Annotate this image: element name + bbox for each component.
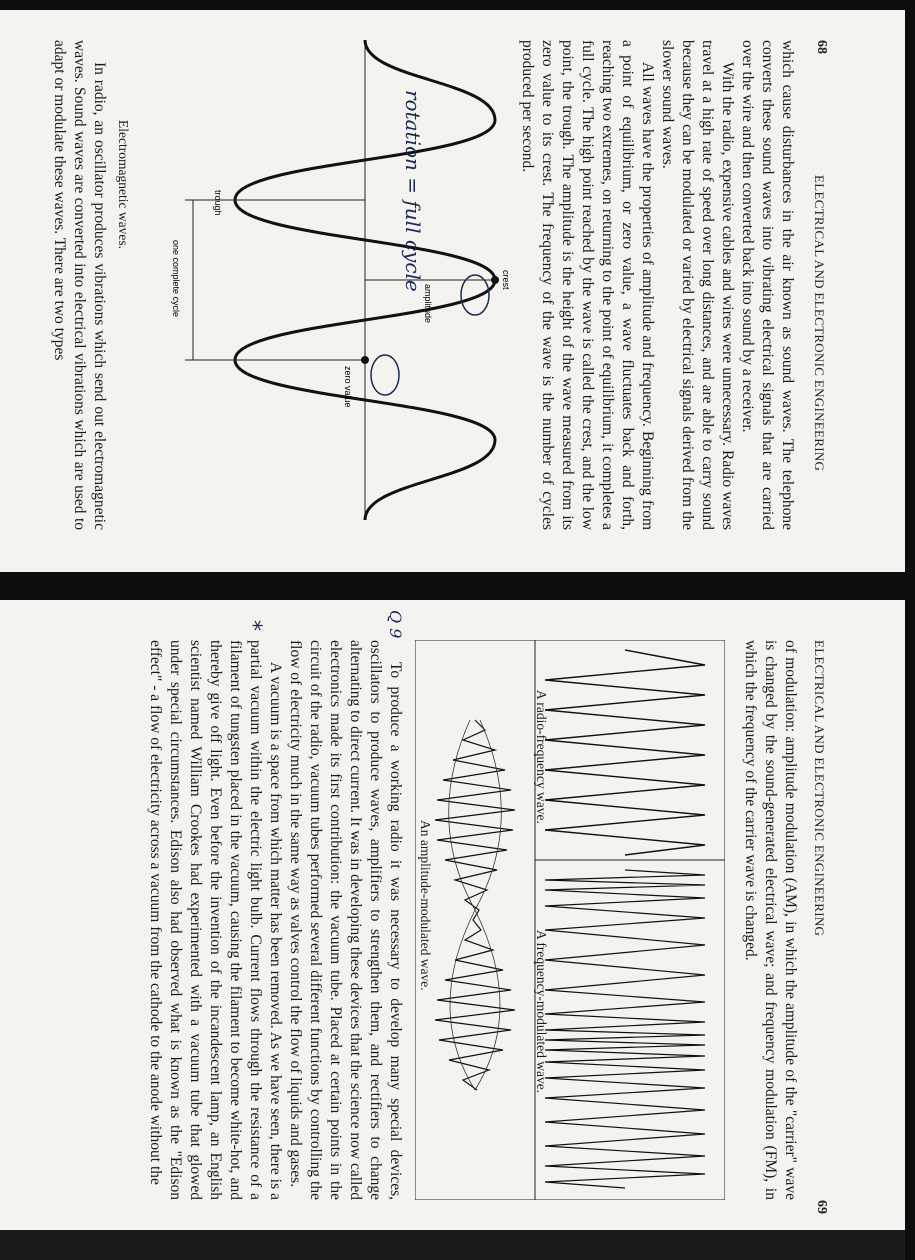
running-head: ELECTRICAL AND ELECTRONIC ENGINEERING (812, 175, 827, 472)
paragraph: which cause disturbances in the air known as sound waves. The telephone converts these sound waves into vibrating electrical signals that are carried over the wire and then converted back into sound by a receiver. (739, 40, 796, 530)
handwritten-question-number: Q 9 (386, 610, 405, 639)
crest-marker (491, 276, 499, 284)
page-68 (0, 0, 905, 572)
page-68-last-paragraph: In radio, an oscillator produces vibrations which send out electromagnetic waves. Sound waves are converted into electrical vibrations which are used to adapt or modulate these waves. There are two types (51, 40, 108, 530)
electromagnetic-wave-figure (145, 40, 515, 520)
running-head: ELECTRICAL AND ELECTRONIC ENGINEERING (812, 640, 827, 937)
amplitude-label: amplitude (423, 284, 433, 324)
page-number: 69 (814, 1200, 829, 1214)
page-edge-shadow (0, 0, 905, 10)
amplitude-modulated-wave (435, 720, 515, 1090)
page-69-rotated-content (0, 600, 905, 1260)
radio-frequency-wave (545, 650, 705, 855)
zero-value-label: zero value (343, 366, 353, 408)
zero-value-marker (361, 356, 369, 364)
modulation-wave-figure (415, 640, 725, 1200)
paragraph: With the radio, expensive cables and wires were unnecessary. Radio waves travel at a high rate of speed over long distances, and are able to carry sound because they can be modulated or varied by electrical signals derived from the slower sound waves. (659, 40, 736, 530)
page-bottom-shadow (0, 1230, 905, 1260)
caption-amplitude-modulated: An amplitude-modulated wave. (418, 820, 433, 991)
figure-caption: Electromagnetic waves. (116, 120, 131, 249)
zero-circle (371, 355, 399, 395)
page-69-body (145, 640, 405, 1200)
page-68-rotated-content (0, 0, 905, 572)
page-68-body (517, 40, 797, 530)
trough-label: trough (213, 190, 223, 216)
page-69-intro: of modulation: amplitude modulation (AM), in which the amplitude of the "carrier" wave is changed by the sound-generated electrical wave; and frequency modulation (FM), in which the frequency of the carrier wave is changed. (742, 640, 799, 1200)
crest-circle (461, 275, 489, 315)
cycle-label: one complete cycle (171, 240, 181, 318)
frequency-modulated-wave (545, 870, 705, 1188)
scanner-edge (905, 0, 915, 1260)
paragraph: A vacuum is a space from which matter has been removed. As we have seen, there is a partial vacuum within the electric light bulb. Current flows through the resistance of a filament of tungsten placed in the vacuum, causing the filament to become white-hot, and thereby give off light. Even before the invention of the incandescent lamp, an English scientist named William Crookes had experimented with a vacuum tube that glowed under special circumstances. Edison also had observed what is known as the "Edison effect" - a flow of electricity across a vacuum from the cathode to the anode without the (147, 640, 284, 1200)
handwritten-rotation-note: rotation = full cycle (401, 90, 425, 292)
paragraph: To produce a working radio it was necessary to develop many special devices, oscillators to produce waves, amplifiers to strengthen them, and rectifiers to change alternating to direct current. It was in developing these devices that the science now called electronics made its first contribution: the vacuum tube. Placed at certain points in the circuit of the radio, vacuum tubes performed several different functions by controlling the flow of electricity much in the same way as valves control the flow of liquids and gases. (287, 640, 404, 1200)
caption-frequency-modulated: A frequency-modulated wave. (534, 930, 549, 1094)
page-69 (0, 600, 905, 1260)
caption-radio-frequency: A radio-frequency wave. (534, 690, 549, 824)
crest-label: crest (501, 270, 511, 290)
book-gutter (0, 572, 915, 600)
page-number: 68 (814, 40, 829, 54)
paragraph: All waves have the properties of amplitude and frequency. Beginning from a point of equilibrium, or zero value, a wave fluctuates back and forth, reaching two extremes, on returning to the point of equilibrium, it completes a full cycle. The high point reached by the wave is called the crest, and the low point, the trough. The amplitude is the height of the wave measured from its zero value to its crest. The frequency of the wave is the number of cycles produced per second. (519, 40, 656, 530)
handwritten-star: * (240, 620, 265, 631)
